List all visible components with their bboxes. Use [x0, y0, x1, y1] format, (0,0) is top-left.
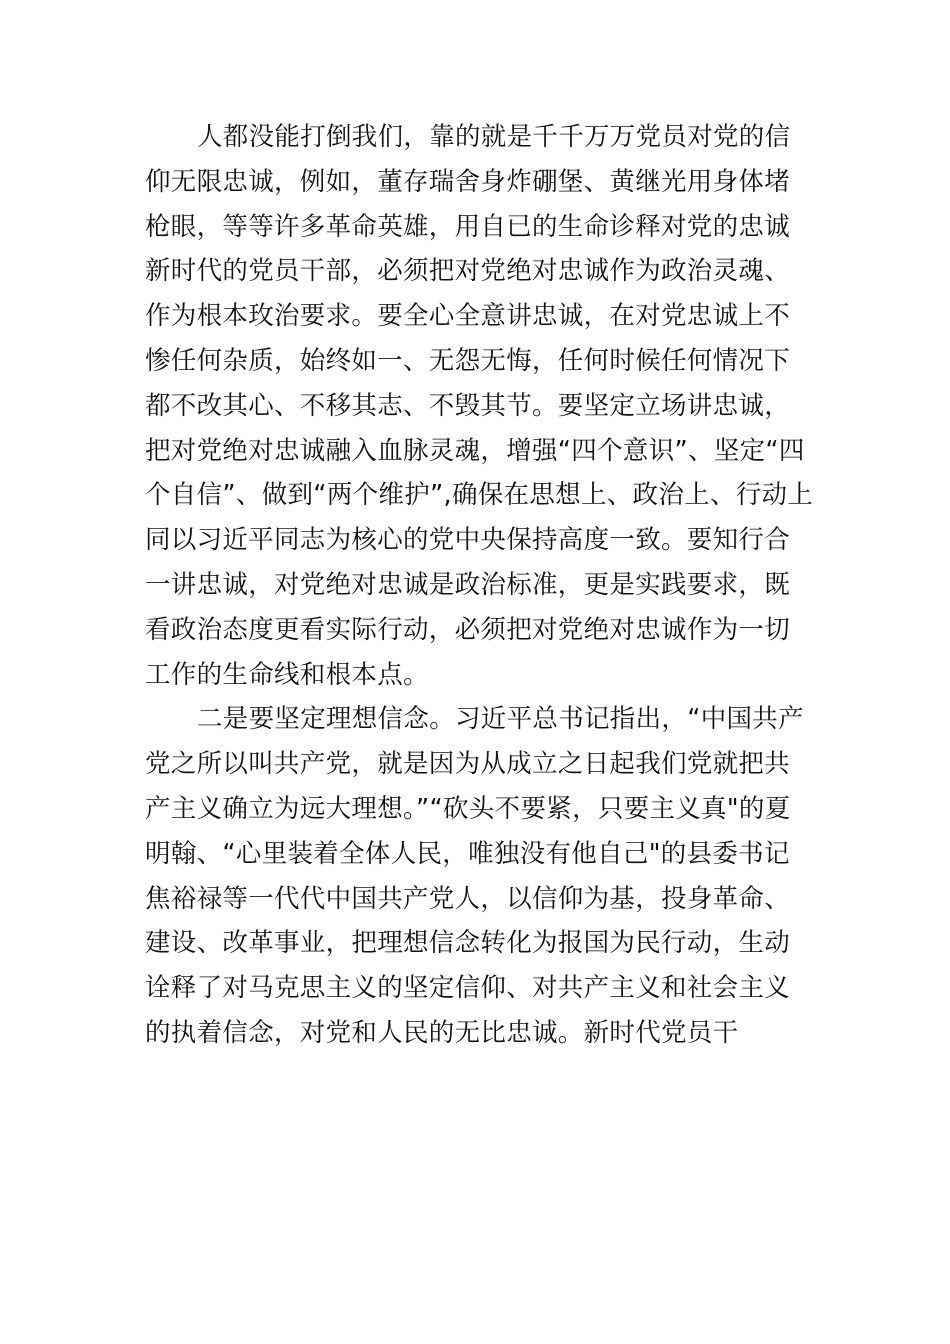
- text-line: 仰无限忠诚，例如，董存瑞舍身炸硼堡、黄继光用身体堵: [145, 166, 791, 197]
- text-line: 明翰、“心里装着全体人民，唯独没有他自己"的县委书记: [145, 838, 790, 869]
- text-line: 工作的生命线和根本点。: [145, 659, 429, 690]
- text-line: 同以习近平同志为核心的党中央保持高度一致。要知行合: [145, 525, 791, 556]
- text-line: 的执着信念，对党和人民的无比忠诚。新时代党员干: [145, 1017, 739, 1048]
- text-line: 诠释了对马克思主义的坚定信仰、对共产主义和社会主义: [145, 973, 791, 1004]
- paragraph-1: [145, 115, 814, 697]
- text-line: 二是要坚定理想信念。习近平总书记指出，“中国共产: [197, 704, 804, 735]
- text-line: 产主义确立为远大理想。”“砍头不要紧，只要主义真"的夏: [145, 793, 791, 824]
- text-line: 建设、改革事业，把理想信念转化为报国为民行动，生动: [145, 928, 791, 959]
- text-line: 新时代的党员干部，必须把对党绝对忠诚作为政治灵魂、: [145, 256, 791, 287]
- text-line: 看政治态度更看实际行动，必须把对党绝对忠诚作为一切: [145, 614, 791, 645]
- text-line: 惨任何杂质，始终如一、无怨无悔，任何时候任何情况下: [145, 345, 791, 376]
- text-line: 把对党绝对忠诚融入血脉灵魂，增强“四个意识”、坚定“四: [145, 435, 805, 466]
- paragraph-2: [145, 697, 810, 1055]
- text-line: 枪眼，等等许多革命英雄，用自已的生命诊释对党的忠诚: [145, 211, 791, 242]
- text-line: 个自信”、做到“两个维护”,确保在思想上、政治上、行动上: [145, 480, 814, 511]
- text-line: 党之所以叫共产党，就是因为从成立之日起我们党就把共: [145, 749, 791, 780]
- text-line: 焦裕禄等一代代中国共产党人，以信仰为基，投身革命、: [145, 883, 791, 914]
- document-body: [145, 115, 814, 1056]
- text-line: 都不改其心、不移其志、不毁其节。要坚定立场讲忠诚，: [145, 390, 791, 421]
- text-line: 一讲忠诚，对党绝对忠诚是政治标准，更是实践要求，既: [145, 569, 791, 600]
- text-line: 人都没能打倒我们，靠的就是千千万万党员对党的信: [197, 122, 791, 152]
- text-line: 作为根本玫治要求。要全心全意讲忠诚，在对党忠诚上不: [145, 301, 791, 332]
